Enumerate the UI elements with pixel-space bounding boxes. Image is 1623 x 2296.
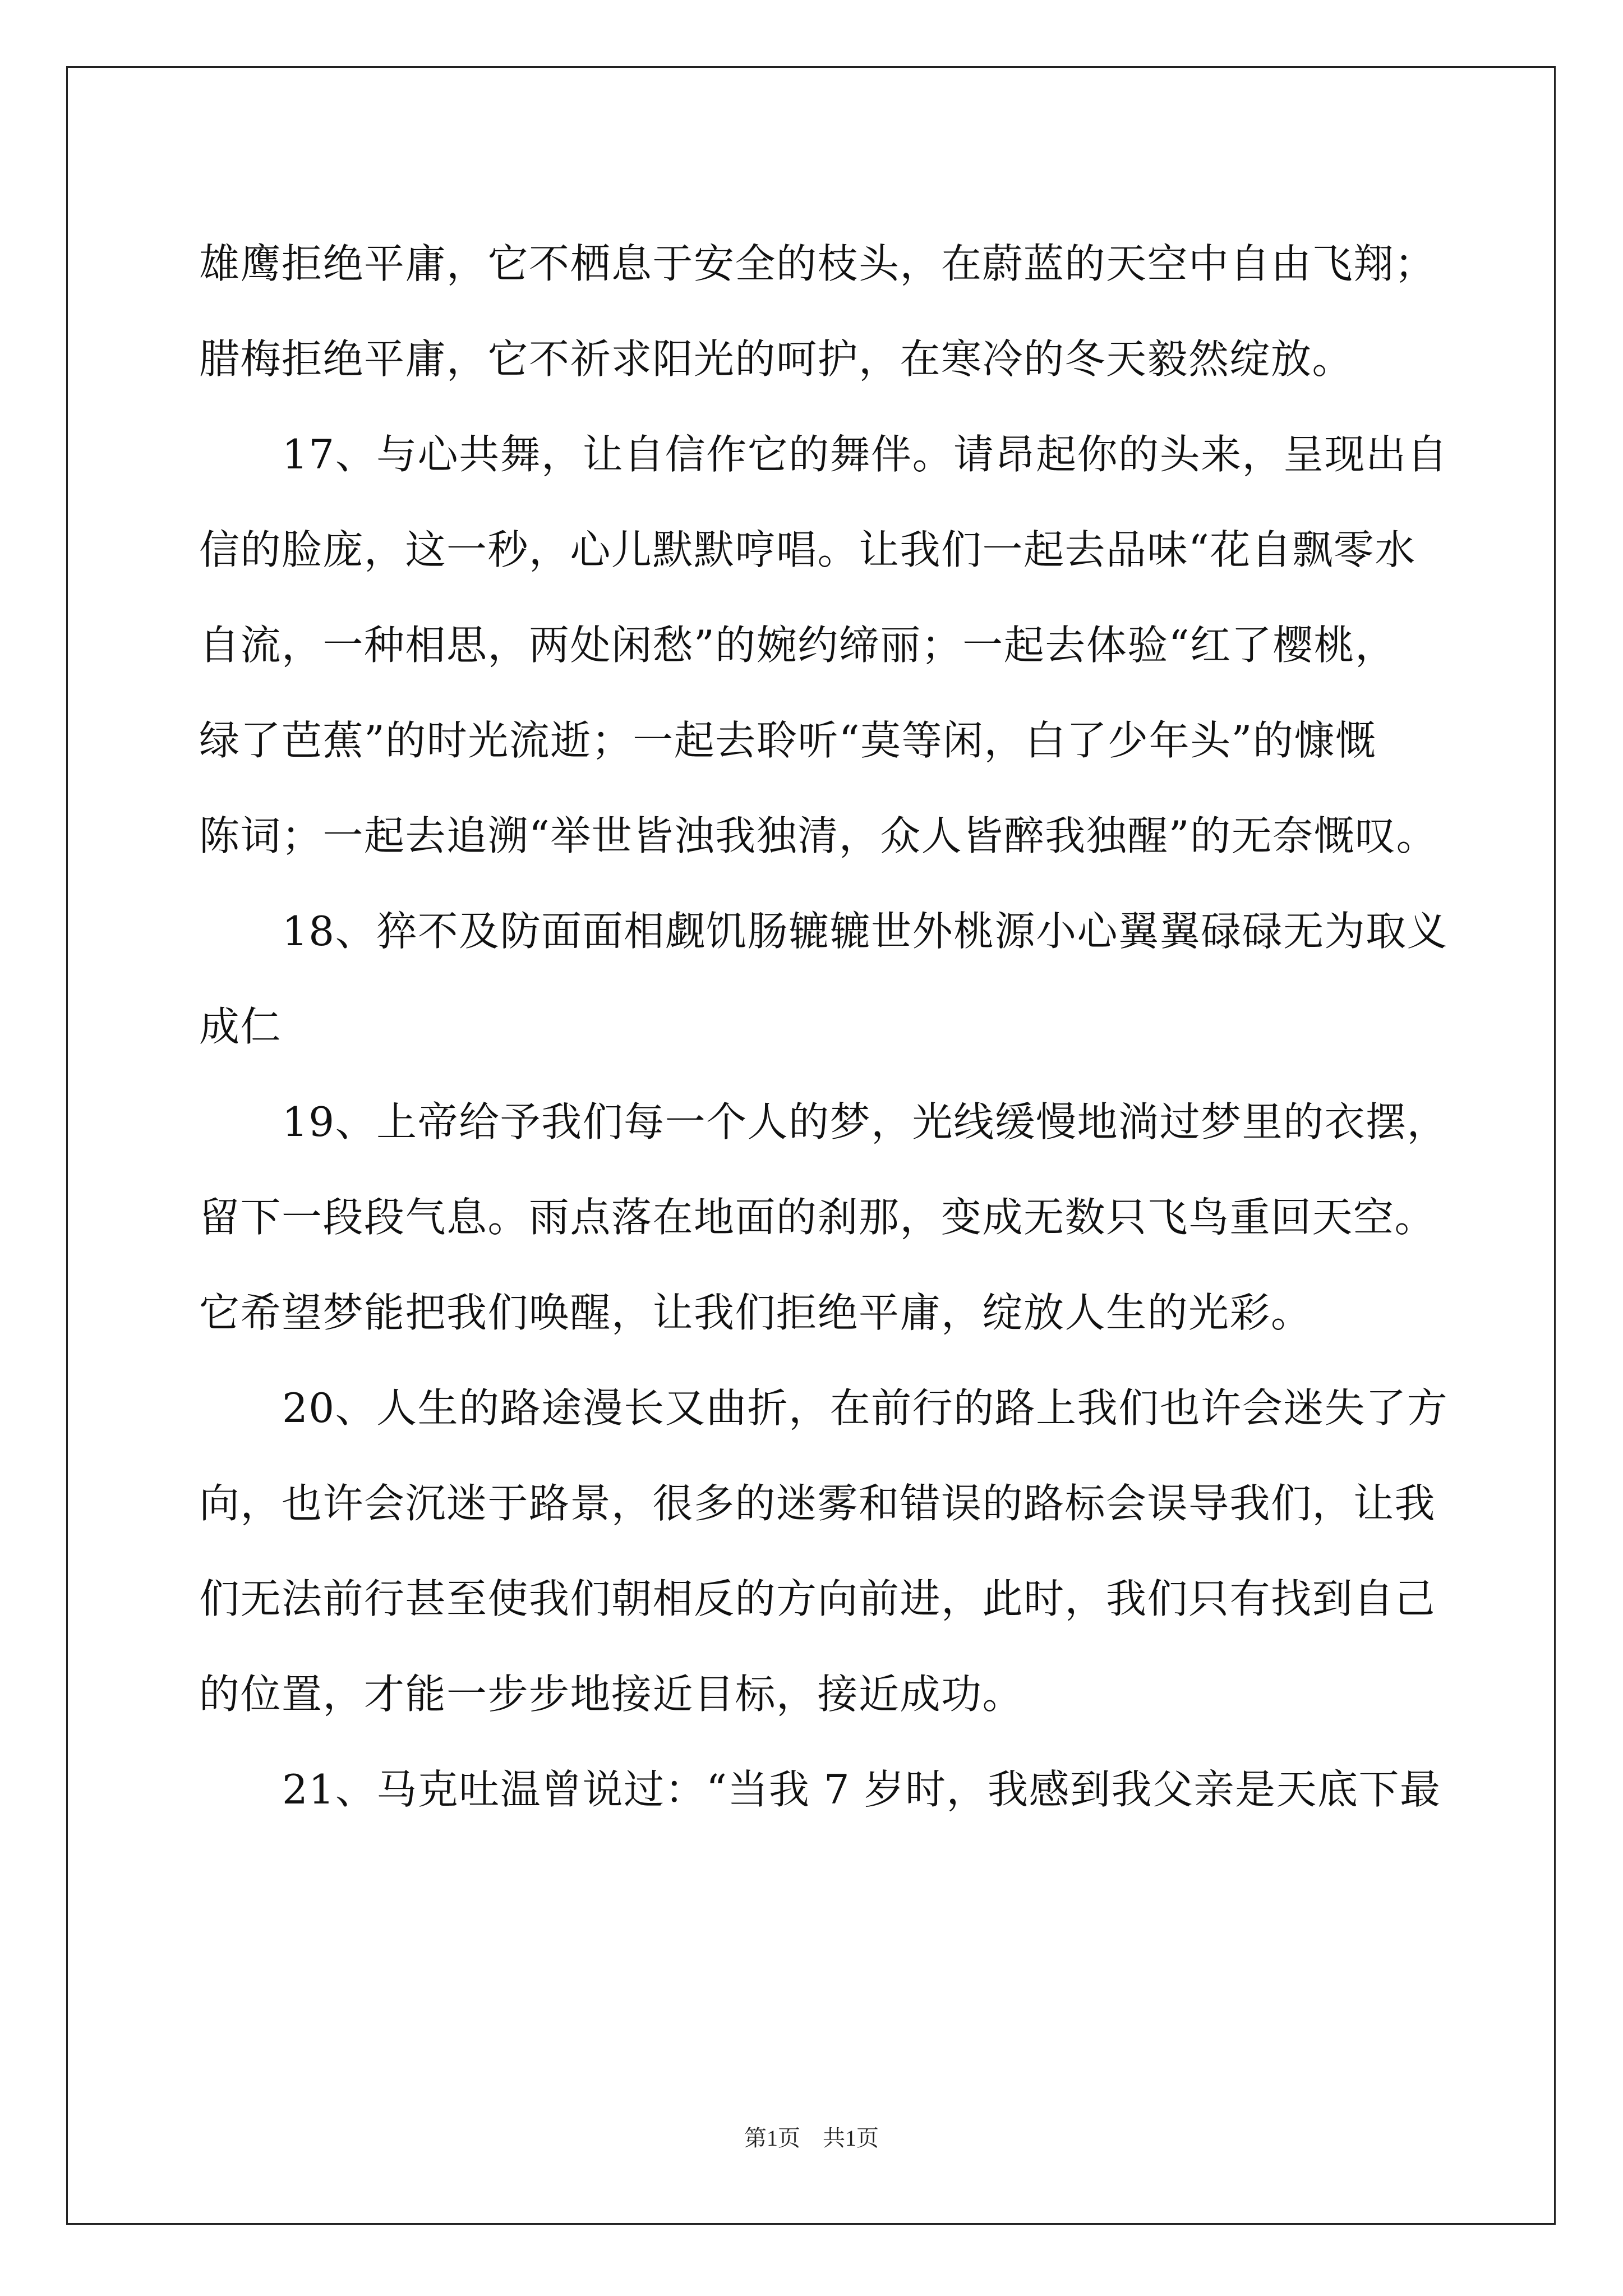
text-line: 自流，一种相思，两处闲愁”的婉约缔丽；一起去体验“红了樱桃， <box>199 622 1396 669</box>
text-line: 它希望梦能把我们唤醒，让我们拒绝平庸，绽放人生的光彩。 <box>199 1289 1312 1336</box>
text-line: 向，也许会沉迷于路景，很多的迷雾和错误的路标会误导我们，让我 <box>199 1480 1436 1527</box>
paragraph-21-start: 21、马克吐温曾说过：“当我 7 岁时，我感到我父亲是天底下最 <box>282 1766 1441 1813</box>
text-line: 留下一段段气息。雨点落在地面的刹那，变成无数只飞鸟重回天空。 <box>199 1194 1436 1241</box>
text-line: 腊梅拒绝平庸，它不祈求阳光的呵护，在寒冷的冬天毅然绽放。 <box>199 335 1354 383</box>
text-line: 信的脸庞，这一秒，心儿默默哼唱。让我们一起去品味“花自飘零水 <box>199 526 1416 573</box>
text-line: 陈词；一起去追溯“举世皆浊我独清，众人皆醉我独醒”的无奈慨叹。 <box>199 812 1438 859</box>
text-line: 雄鹰拒绝平庸，它不栖息于安全的枝头，在蔚蓝的天空中自由飞翔； <box>199 240 1436 287</box>
text-line: 绿了芭蕉”的时光流逝；一起去聆听“莫等闲，白了少年头”的慷慨 <box>199 717 1377 764</box>
text-line: 成仁 <box>199 1003 282 1050</box>
document-body <box>199 216 1455 1837</box>
paragraph-19-start: 19、上帝给予我们每一个人的梦，光线缓慢地淌过梦里的衣摆， <box>282 1098 1449 1145</box>
page-footer: 第1页 共1页 <box>744 2125 879 2151</box>
paragraph-18-start: 18、猝不及防面面相觑饥肠辘辘世外桃源小心翼翼碌碌无为取义 <box>282 908 1449 955</box>
text-line: 们无法前行甚至使我们朝相反的方向前进，此时，我们只有找到自己 <box>199 1575 1436 1622</box>
paragraph-17-start: 17、与心共舞，让自信作它的舞伴。请昂起你的头来，呈现出自 <box>282 431 1449 478</box>
paragraph-20-start: 20、人生的路途漫长又曲折，在前行的路上我们也许会迷失了方 <box>282 1384 1449 1432</box>
text-line: 的位置，才能一步步地接近目标，接近成功。 <box>199 1671 1024 1718</box>
